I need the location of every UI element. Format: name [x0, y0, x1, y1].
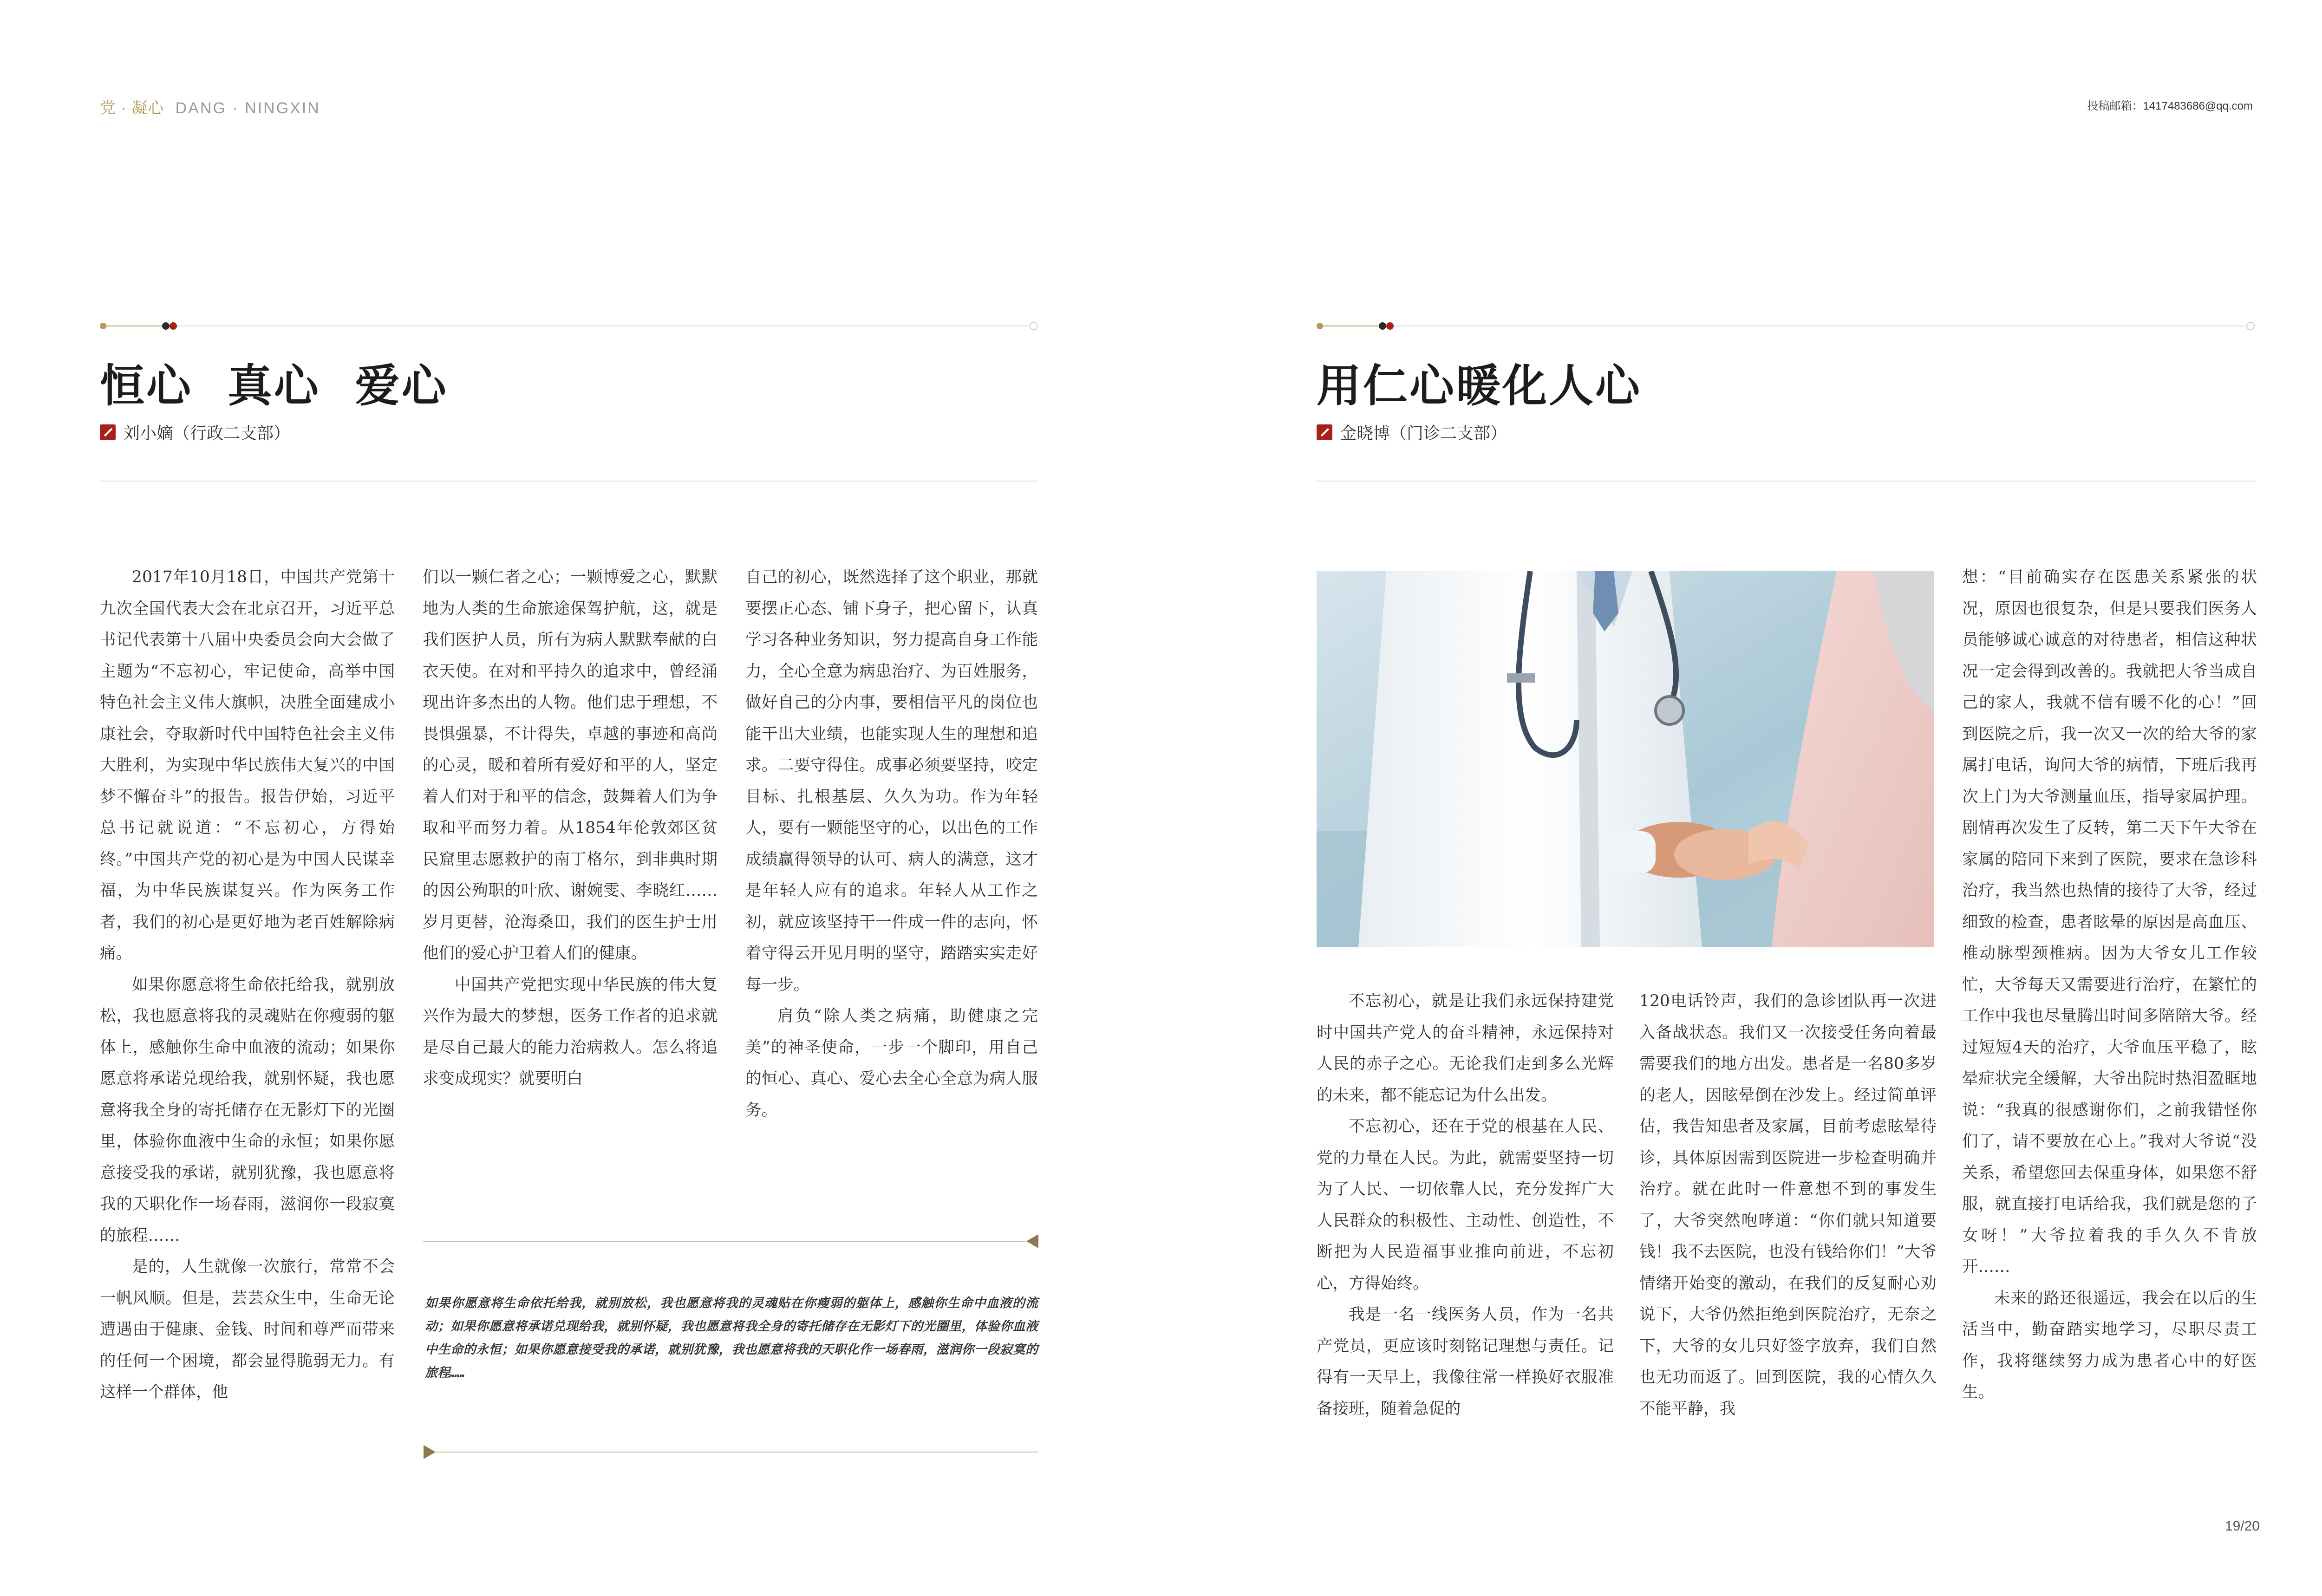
article-column-right-1 — [1317, 986, 1614, 1425]
section-header — [100, 95, 320, 118]
article-column-left-3 — [745, 562, 1038, 1126]
section-name-en: DANG · NINGXIN — [175, 99, 320, 117]
article-column-right-3 — [1962, 562, 2257, 1408]
author-name-right: 金晓博（门诊二支部） — [1340, 423, 1507, 443]
paragraph: 想：“目前确实存在医患关系紧张的状况，原因也很复杂，但是只要我们医务人员能够诚心诚意的对待患者，相信这种状况一定会得到改善的。我就把大爷当成自己的家人，我就不信有暖不化的心！”回到医院之后，我一次又一次的给大爷的家属打电话，询问大爷的病情，下班后我再次上门为大爷测量血压，指导家属护理。剧情再次发生了反转，第二天下午大爷在家属的陪同下来到了医院，要求在急诊科治疗，我当然也热情的接待了大爷，经过细致的检查，患者眩晕的原因是高血压、椎动脉型颈椎病。因为大爷女儿工作较忙，大爷每天又需要进行治疗，在繁忙的工作中我也尽量腾出时间多陪陪大爷。经过短短4天的治疗，大爷血压平稳了，眩晕症状完全缓解，大爷出院时热泪盈眶地说：“我真的很感谢你们，之前我错怪你们了，请不要放在心上。”我对大爷说“没关系，希望您回去保重身体，如果您不舒服，就直接打电话给我，我们就是您的子女呀！”大爷拉着我的手久久不肯放开…… — [1962, 568, 2257, 1276]
paragraph: 们以一颗仁者之心；一颗博爱之心，默默地为人类的生命旅途保驾护航，这，就是我们医护人员，所有为病人默默奉献的白衣天使。在对和平持久的追求中，曾经涌现出许多杰出的人物。他们忠于理想，不畏惧强暴，不计得失，卓越的事迹和高尚的心灵，暖和着所有爱好和平的人，坚定着人们对于和平的信念，鼓舞着人们为争取和平而努力着。从1854年伦敦郊区贫民窟里志愿救护的南丁格尔，到非典时期的因公殉职的叶欣、谢婉雯、李晓红……岁月更替，沧海桑田，我们的医生护士用他们的爱心护卫着人们的健康。 — [423, 568, 717, 963]
pen-icon — [1317, 424, 1332, 440]
triangle-right-icon — [424, 1445, 436, 1459]
paragraph: 2017年10月18日，中国共产党第十九次全国代表大会在北京召开，习近平总书记代表第十八届中央委员会向大会做了主题为“不忘初心，牢记使命，高举中国特色社会主义伟大旗帜，决胜全面建成小康社会，夺取新时代中国特色社会主义伟大胜利，为实现中华民族伟大复兴的中国梦不懈奋斗”的报告。报告伊始，习近平总书记就说道：“不忘初心，方得始终。”中国共产党的初心是为中国人民谋幸福，为中华民族谋复兴。作为医务工作者，我们的初心是更好地为老百姓解除病痛。 — [100, 568, 395, 963]
divider-right — [1317, 481, 2255, 482]
pull-quote: 如果你愿意将生命依托给我，就别放松，我也愿意将我的灵魂贴在你瘦弱的躯体上，感触你生命中血液的流动；如果你愿意将承诺兑现给我，就别怀疑，我也愿意将我全身的寄托储存在无影灯下的光圈里，体验你血液中生命的永恒；如果你愿意接受我的承诺，就别犹豫，我也愿意将我的天职化作一场春雨，滋润你一段寂寞的旅程…… — [425, 1296, 1038, 1380]
title-ornament-right — [1317, 317, 2255, 335]
title-ornament-left — [100, 317, 1038, 335]
paragraph: 不忘初心，就是让我们永远保持建党时中国共产党人的奋斗精神，永远保持对人民的赤子之心。无论我们走到多么光辉的未来，都不能忘记为什么出发。 — [1317, 992, 1614, 1105]
paragraph: 未来的路还很遥远，我会在以后的生活当中，勤奋踏实地学习，尽职尽责工作，我将继续努力成为患者心中的好医生。 — [1962, 1289, 2257, 1401]
author-byline-left — [100, 420, 290, 444]
paragraph: 中国共产党把实现中华民族的伟大复兴作为最大的梦想，医务工作者的追求就是尽自己最大的能力治病救人。怎么将追求变成现实？就要明白 — [423, 975, 717, 1088]
article-column-left-2 — [423, 562, 717, 1095]
paragraph: 自己的初心，既然选择了这个职业，那就要摆正心态、铺下身子，把心留下，认真学习各种业务知识，努力提高自身工作能力，全心全意为病患治疗、为百姓服务，做好自己的分内事，要相信平凡的岗位也能干出大业绩，也能实现人生的理想和追求。二要守得住。成事必须要坚持，咬定目标、扎根基层、久久为功。作为年轻人，要有一颗能坚守的心，以出色的工作成绩赢得领导的认可、病人的满意，这才是年轻人应有的追求。年轻人从工作之初，就应该坚持干一件成一件的志向，怀着守得云开见月明的坚守，踏踏实实走好每一步。 — [745, 568, 1038, 994]
paragraph: 不忘初心，还在于党的根基在人民、党的力量在人民。为此，就需要坚持一切为了人民、一切依靠人民，充分发挥广大人民群众的积极性、主动性、创造性，不断把为人民造福事业推向前进，不忘初心，方得始终。 — [1317, 1117, 1614, 1293]
paragraph: 是的，人生就像一次旅行，常常不会一帆风顺。但是，芸芸众生中，生命无论遭遇由于健康、金钱、时间和尊严而带来的任何一个困境，都会显得脆弱无力。有这样一个群体，他 — [100, 1257, 395, 1401]
paragraph: 120电话铃声，我们的急诊团队再一次进入备战状态。我们又一次接受任务向着最需要我们的地方出发。患者是一名80多岁的老人，因眩晕倒在沙发上。经过简单评估，我告知患者及家属，目前考虑眩晕待诊，具体原因需到医院进一步检查明确并治疗。就在此时一件意想不到的事发生了，大爷突然咆哮道：“你们就只知道要钱！我不去医院，也没有钱给你们！”大爷情绪开始变的激动，在我们的反复耐心劝说下，大爷仍然拒绝到医院治疗，无奈之下，大爷的女儿只好签字放弃，我们自然也无功而返了。回到医院，我的心情久久不能平静，我 — [1639, 992, 1937, 1418]
paragraph: 如果你愿意将生命依托给我，就别放松，我也愿意将我的灵魂贴在你瘦弱的躯体上，感触你生命中血液的流动；如果你愿意将承诺兑现给我，就别怀疑，我也愿意将我全身的寄托储存在无影灯下的光圈里，体验你血液中生命的永恒；如果你愿意接受我的承诺，就别犹豫，我也愿意将我的天职化作一场春雨，滋润你一段寂寞的旅程…… — [100, 975, 395, 1245]
pen-icon — [100, 424, 116, 440]
page-number: 19/20 — [2224, 1518, 2260, 1534]
author-byline-right — [1317, 420, 1507, 444]
quote-top-rule — [423, 1241, 1026, 1242]
quote-bottom-rule — [436, 1452, 1038, 1453]
divider-left — [100, 481, 1038, 482]
triangle-left-icon — [1026, 1234, 1038, 1248]
article-column-right-2 — [1639, 986, 1937, 1425]
article-title-left: 恒心 真心 爱心 — [100, 359, 448, 412]
contact-email: 投稿邮箱：1417483686@qq.com — [2087, 100, 2253, 112]
paragraph: 肩负“除人类之病痛，助健康之完美”的神圣使命，一步一个脚印，用自己的恒心、真心、爱心去全心全意为病人服务。 — [745, 1007, 1038, 1120]
doctor-holding-patient-hands-photo — [1317, 571, 1934, 947]
article-column-left-1 — [100, 562, 395, 1408]
author-name-left: 刘小嫡（行政二支部） — [123, 423, 291, 443]
section-name-cn: 党 · 凝心 — [100, 99, 164, 117]
article-title-right: 用仁心暖化人心 — [1317, 359, 1642, 412]
paragraph: 我是一名一线医务人员，作为一名共产党员，更应该时刻铭记理想与责任。记得有一天早上，我像往常一样换好衣服准备接班，随着急促的 — [1317, 1305, 1614, 1418]
